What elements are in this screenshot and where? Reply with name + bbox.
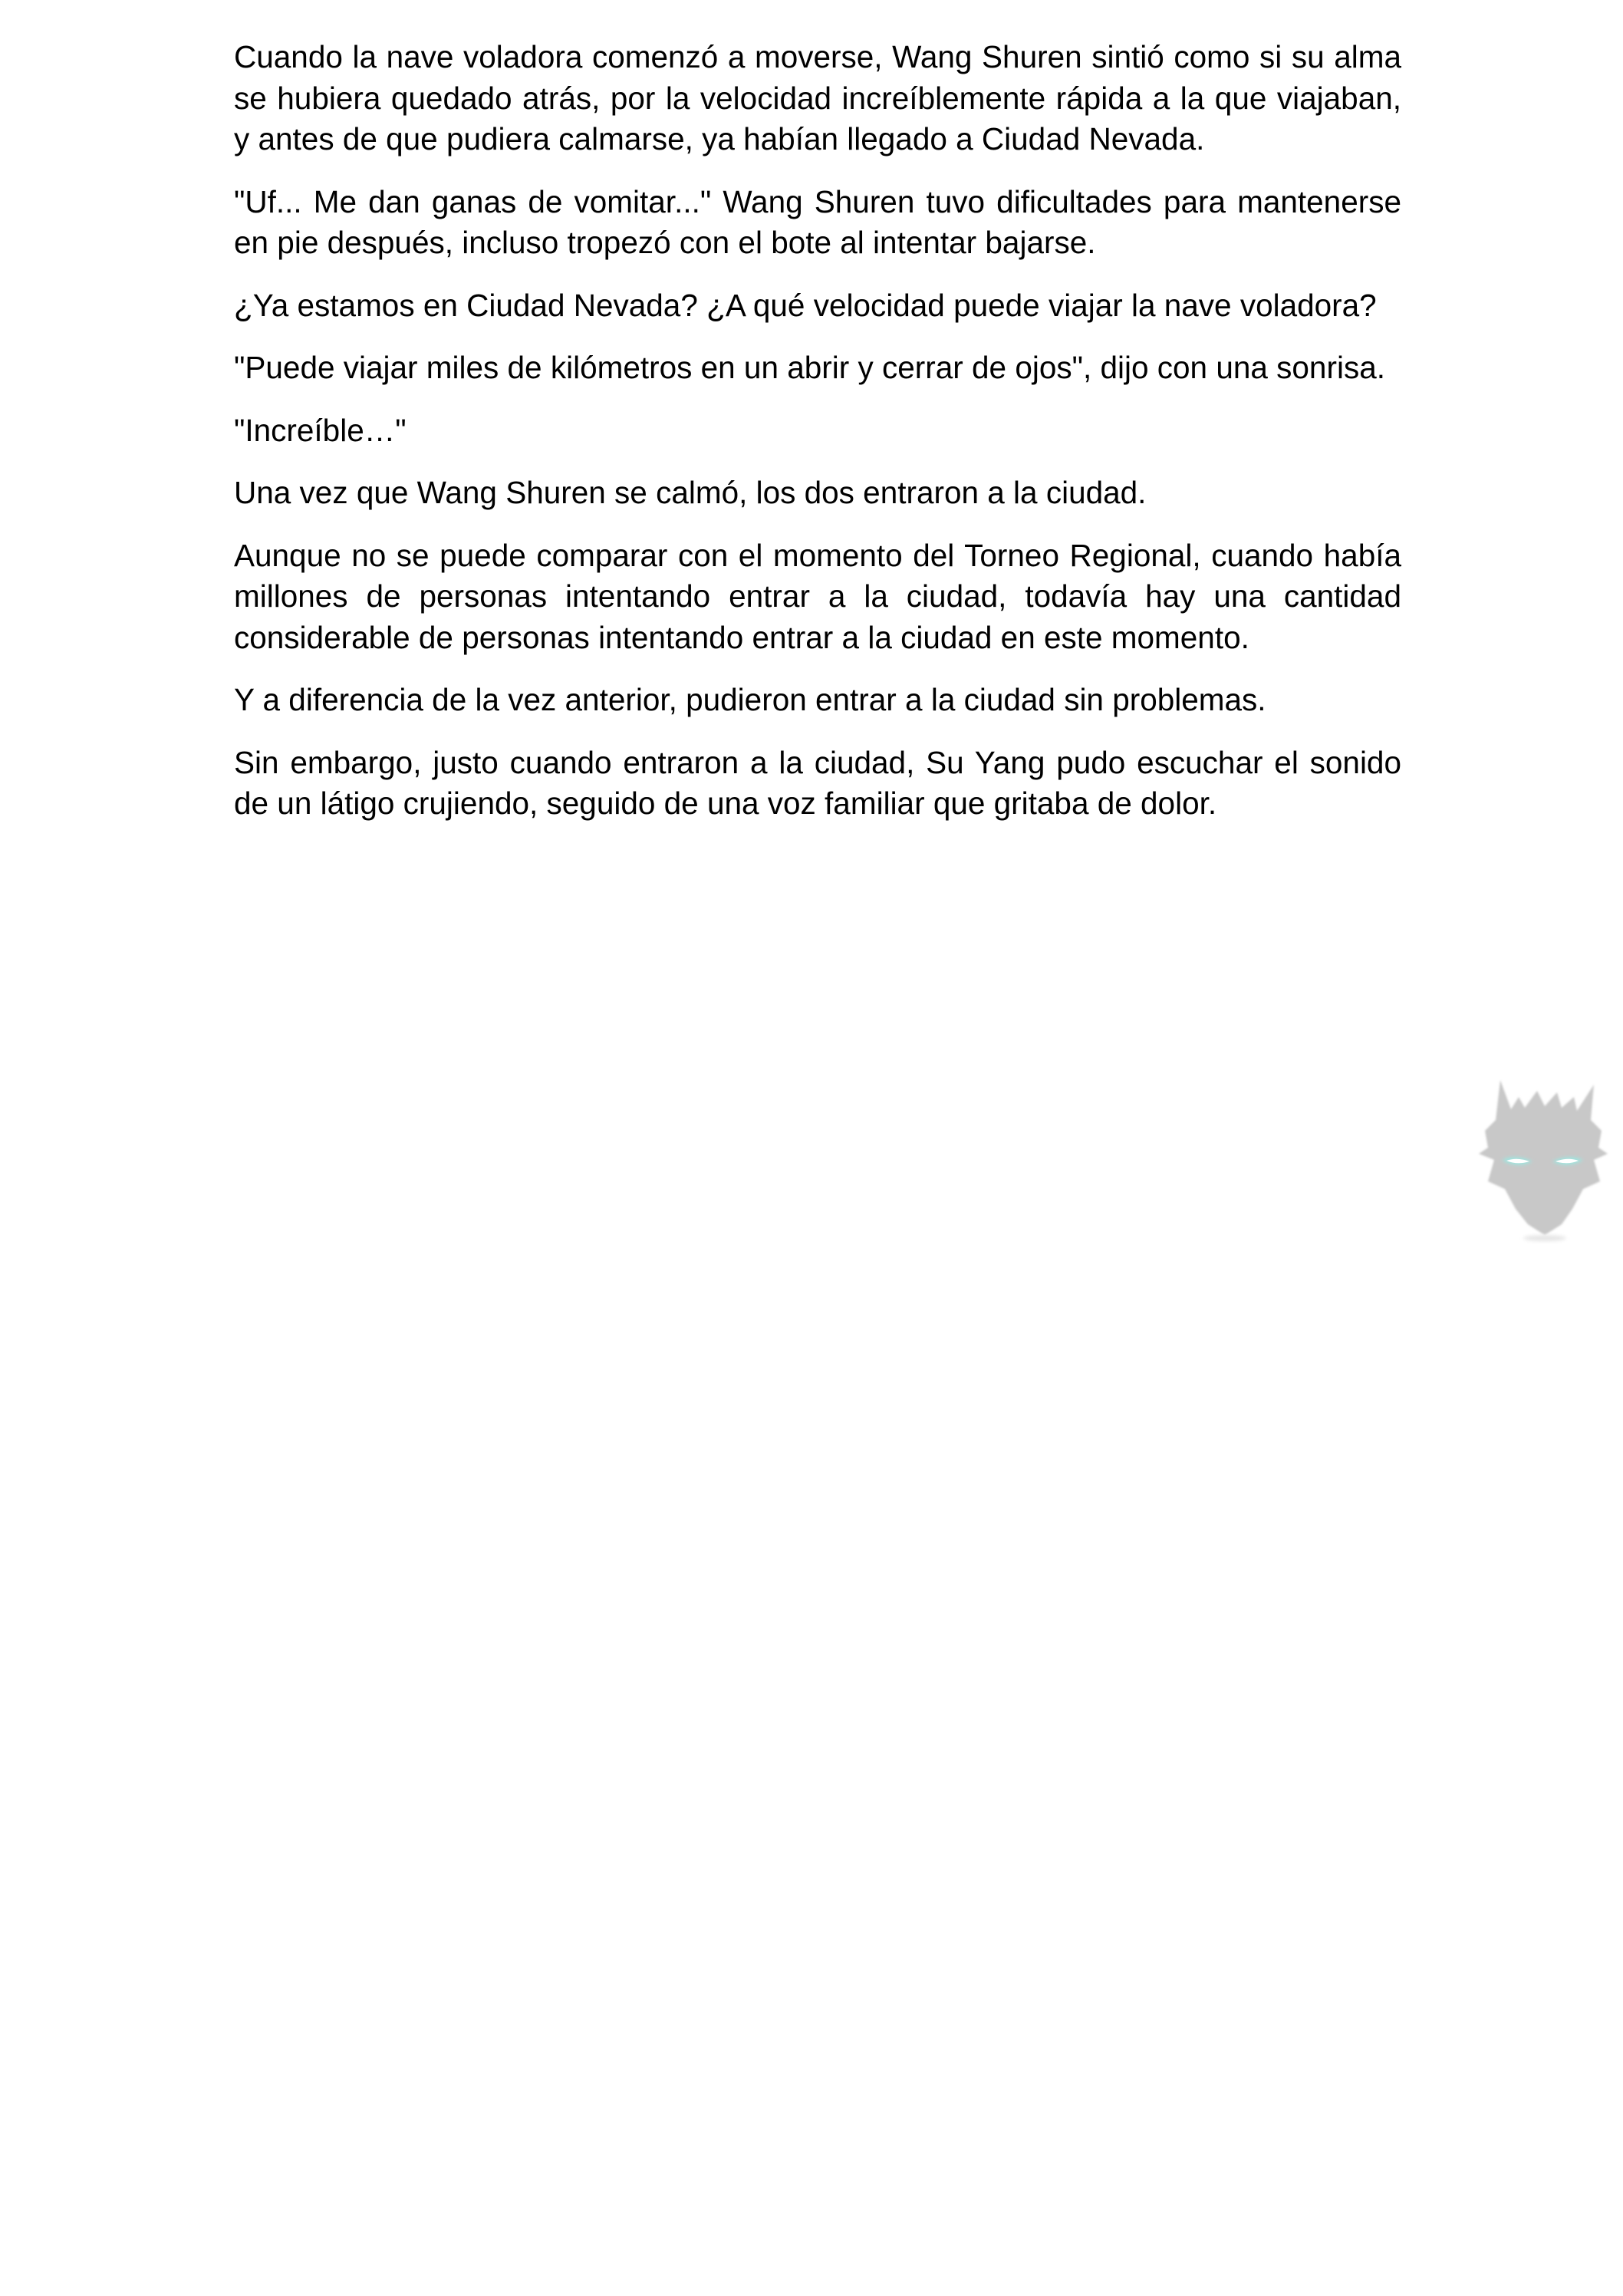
paragraph: Aunque no se puede comparar con el momento del Torneo Regional, cuando había millones de personas intentando entrar a la ciudad, todavía hay una cantidad considerable de personas intentando entrar a la ciudad en este momento. — [234, 537, 1401, 655]
paragraph: Sin embargo, justo cuando entraron a la ciudad, Su Yang pudo escuchar el sonido de un látigo crujiendo, seguido de una voz familiar que gritaba de dolor. — [234, 744, 1401, 821]
paragraph: Una vez que Wang Shuren se calmó, los dos entraron a la ciudad. — [234, 475, 1147, 510]
paragraph: "Puede viajar miles de kilómetros en un abrir y cerrar de ojos", dijo con una sonrisa. — [234, 350, 1385, 385]
paragraph: "Increíble…" — [234, 412, 407, 448]
paragraph: Y a diferencia de la vez anterior, pudieron entrar a la ciudad sin problemas. — [234, 682, 1266, 717]
paragraph: "Uf... Me dan ganas de vomitar..." Wang Shuren tuvo dificultades para mantenerse en pie después, incluso tropezó con el bote al intentar bajarse. — [234, 183, 1401, 260]
demon-head-watermark-icon — [1471, 1074, 1614, 1244]
paragraph: ¿Ya estamos en Ciudad Nevada? ¿A qué velocidad puede viajar la nave voladora? — [234, 287, 1377, 323]
demon-head-svg — [1471, 1074, 1614, 1244]
body-text — [234, 37, 1401, 846]
paragraph: Cuando la nave voladora comenzó a moverse, Wang Shuren sintió como si su alma se hubiera quedado atrás, por la velocidad increíblemente rápida a la que viajaban, y antes de que pudiera calmarse, ya habían llegado a Ciudad Nevada. — [234, 39, 1401, 156]
